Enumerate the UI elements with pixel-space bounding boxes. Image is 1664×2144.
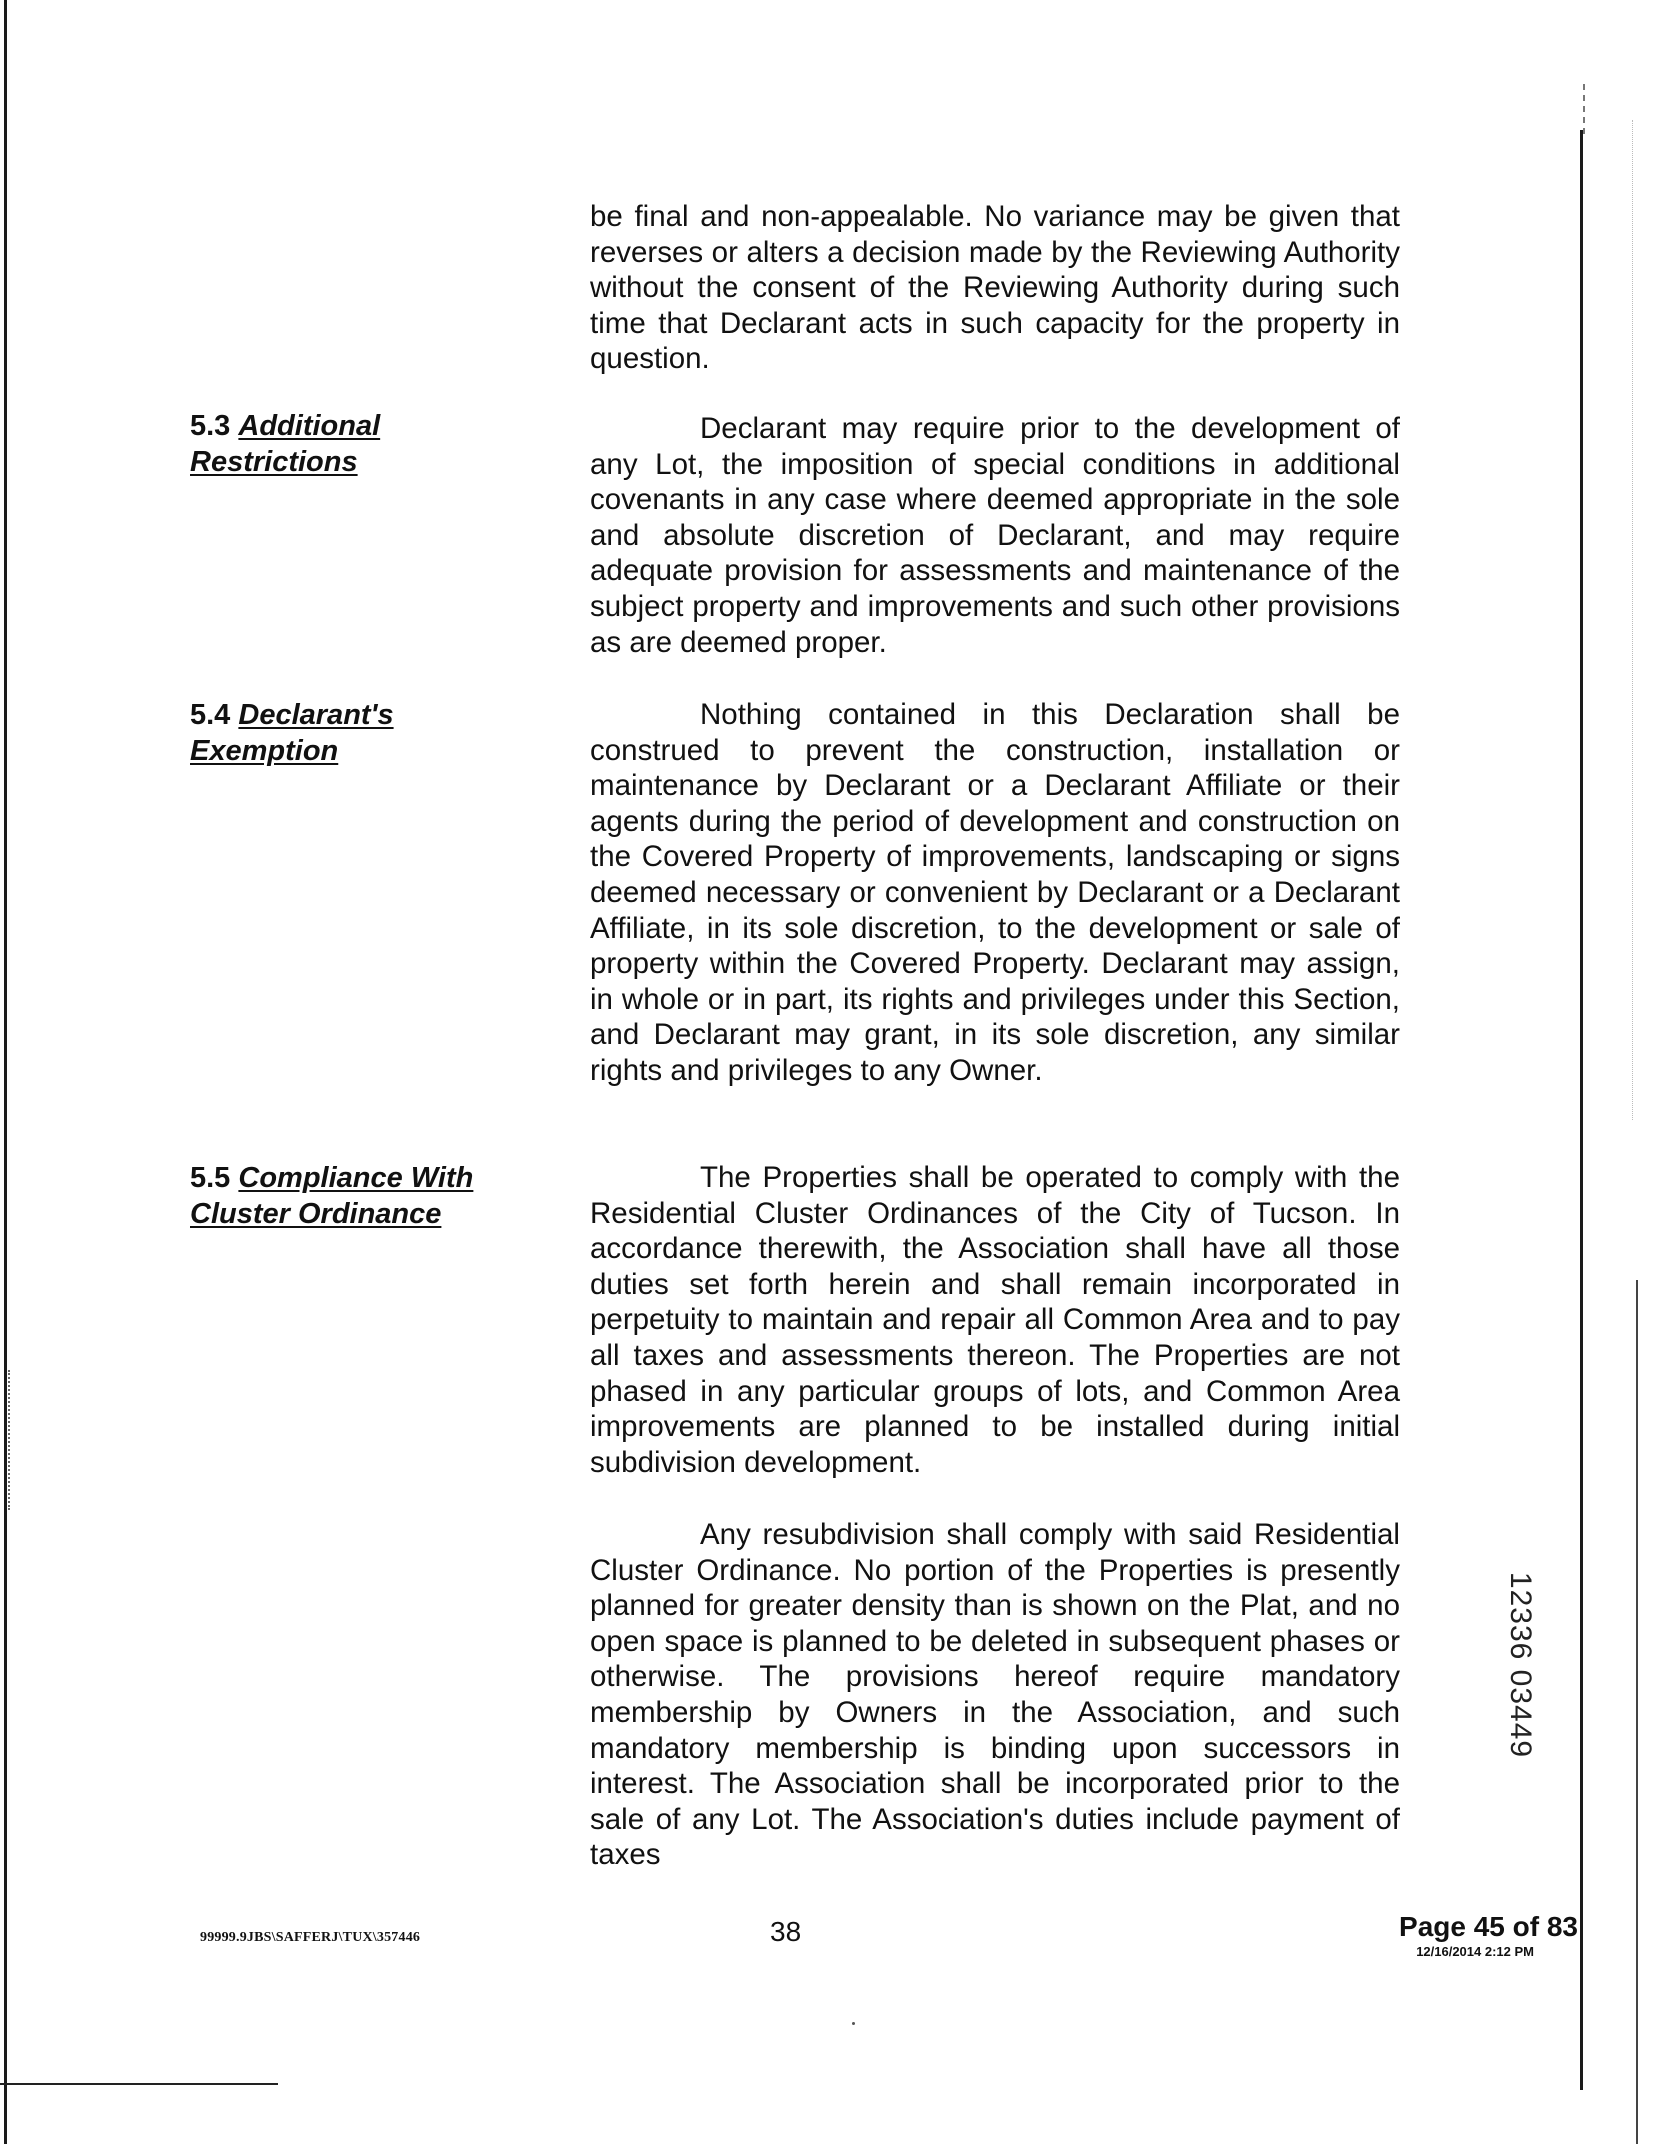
- section-5-5-text: The Properties shall be operated to comply with the Residential Cluster Ordinances of the City of Tucson. In accordance therewith, the Association shall have all those duties set forth herein and shall remain incorporated in perpetuity to maintain and repair all Common Area and to pay all taxes and assessments thereon. The Properties are not phased in any particular groups of lots, and Common Area improvements are planned to be installed during initial subdivision development.: [590, 1161, 1400, 1479]
- recording-number: [1490, 1520, 1550, 1810]
- section-title: Declarant's Exemption: [190, 699, 394, 767]
- scan-far-right-line: [1636, 1280, 1638, 2144]
- section-5-4-heading: [190, 697, 520, 769]
- section-title: Compliance With Cluster Ordinance: [190, 1162, 474, 1230]
- section-5-5-heading: [190, 1160, 520, 1232]
- scan-left-dots: [8, 1370, 10, 1510]
- page-stamp: [1378, 1910, 1578, 1959]
- stamp-date: 12/16/2014 2:12 PM: [1416, 1944, 1534, 1959]
- continuation-paragraph: be final and non-appealable. No variance may be given that reverses or alters a decision made by the Reviewing Authority without the consent of the Reviewing Authority during such time that Declarant acts in such capacity for the property in question.: [590, 200, 1400, 376]
- section-5-3-heading: [190, 408, 520, 480]
- scan-speck: [852, 2022, 855, 2025]
- section-number: 5.4: [190, 699, 231, 731]
- section-title: Additional Restrictions: [190, 410, 381, 478]
- section-number: 5.5: [190, 1162, 231, 1194]
- page-of-total: Page 45 of 83: [1399, 1911, 1578, 1942]
- section-5-3-text: Declarant may require prior to the development of any Lot, the imposition of special conditions in additional covenants in any case where deemed appropriate in the sole and absolute discretion of Declarant, and may require adequate provision for assessments and maintenance of the subject property and improvements and such other provisions as are deemed proper.: [590, 412, 1400, 659]
- recording-number-text: 12336 03449: [1504, 1571, 1537, 1759]
- scan-right-edge-dash: [1583, 84, 1585, 134]
- document-id: 99999.9JBS\SAFFERJ\TUX\357446: [200, 1930, 421, 1945]
- scan-bottom-left-line: [0, 2083, 278, 2085]
- scan-far-right-faint: [1632, 120, 1633, 1120]
- section-number: 5.3: [190, 410, 231, 442]
- section-5-4-text: Nothing contained in this Declaration shall be construed to prevent the construction, installation or maintenance by Declarant or a Declarant Affiliate or their agents during the period of development and construction on the Covered Property of improvements, landscaping or signs deemed necessary or convenient by Declarant or a Declarant Affiliate, in its sole discretion, to the development or sale of property within the Covered Property. Declarant may assign, in whole or in part, its rights and privileges under this Section, and Declarant may grant, in its sole discretion, any similar rights and privileges to any Owner.: [590, 698, 1400, 1087]
- scan-left-edge: [4, 0, 7, 2144]
- scan-right-edge: [1580, 130, 1583, 2090]
- section-5-5-text-continued: Any resubdivision shall comply with said Residential Cluster Ordinance. No portion of the Properties is presently planned for greater density than is shown on the Plat, and no open space is planned to be deleted in subsequent phases or otherwise. The provisions hereof require mandatory membership by Owners in the Association, and such mandatory membership is binding upon successors in interest. The Association shall be incorporated prior to the sale of any Lot. The Association's duties include payment of taxes: [590, 1518, 1400, 1872]
- page-number: 38: [770, 1916, 802, 1947]
